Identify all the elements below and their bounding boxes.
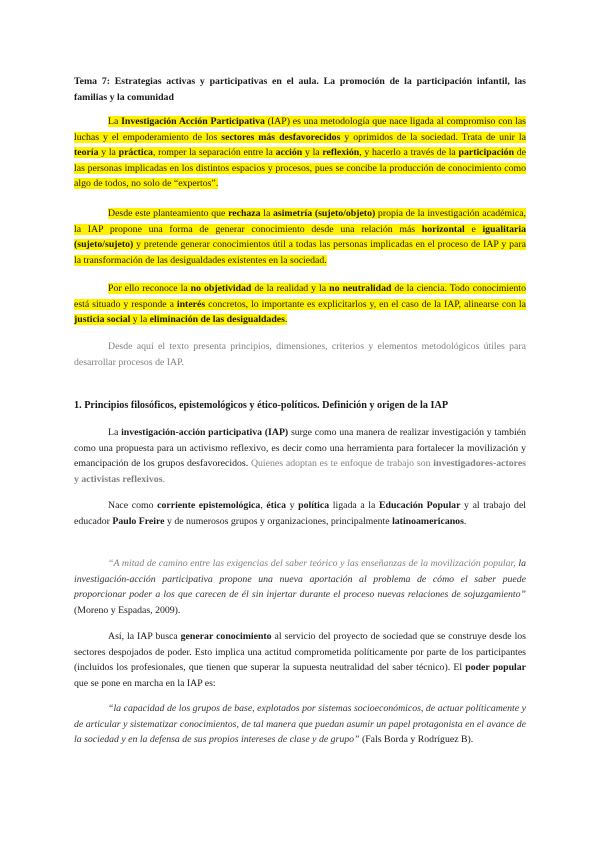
text-run: que se pone en marcha en la IAP es:	[74, 677, 216, 689]
bold-term: no neutralidad	[329, 283, 392, 294]
highlighted-text	[74, 208, 526, 266]
bold-term: investigación-acción participativa (IAP)	[121, 427, 289, 438]
text-run: La	[108, 116, 122, 127]
bold-term: Educación Popular	[378, 500, 461, 511]
text-run: y pretende generar conocimientos útil a todas las personas implicadas en el proceso de IAP y para la transformación de las desigualdades existentes en la sociedad.	[74, 239, 526, 266]
quote-fals-borda	[74, 701, 526, 748]
bold-term: asimetría (sujeto/objeto)	[272, 208, 376, 219]
paragraph-popular-power	[74, 629, 526, 691]
bold-term: teoría	[74, 147, 99, 159]
text-run: concretos, lo importante es explicitarlos y, en el caso de la IAP, alinearse con la	[205, 298, 526, 310]
text-run: ,	[260, 500, 267, 511]
bold-term: política	[298, 500, 330, 511]
paragraph-non-objectivity	[74, 281, 526, 328]
grey-text: .	[162, 473, 165, 485]
text-run: Por ello reconoce la	[108, 283, 191, 294]
bold-term: ética	[266, 500, 286, 511]
grey-text: Quienes adoptan es te enfoque de trabajo son	[250, 458, 434, 470]
bold-term: corriente epistemológica	[157, 500, 261, 511]
citation: (Moreno y Espadas, 2009).	[74, 604, 181, 616]
text-run: (IAP) es una metodología que nace ligada al compromiso con las luchas y el empoderamiento de los	[74, 116, 526, 143]
highlighted-text	[74, 116, 526, 189]
bold-term: rechaza	[228, 208, 261, 219]
quote-moreno-espadas	[74, 556, 526, 618]
text-run: ligada a la	[329, 500, 379, 511]
bold-term: interés	[176, 298, 206, 310]
bold-term: acción	[275, 147, 303, 159]
bold-term: investigadores-actores y activistas reflexivos	[74, 458, 526, 485]
text-run: la	[260, 208, 273, 219]
bold-term: generar conocimiento	[180, 631, 272, 642]
text-run: Nace como	[108, 500, 158, 511]
text-run: Así, la IAP busca	[108, 631, 181, 642]
bold-term: Paulo Freire	[112, 515, 165, 527]
text-run: La	[108, 427, 122, 438]
highlighted-text	[74, 283, 526, 325]
bold-term: participación	[458, 147, 515, 159]
text-run: y de numerosos grupos y organizaciones, principalmente	[164, 515, 393, 527]
text-run: y la	[130, 314, 150, 326]
text-run: .	[284, 314, 288, 326]
text-run: de la realidad y la	[251, 283, 330, 294]
text-run: de las personas implicadas en los distintos espacios y procesos, pues se concibe la producción de conocimiento como algo de todos, no solo de “expertos”.	[74, 147, 526, 190]
bold-term: latinoamericanos	[392, 515, 464, 527]
quote-text: la investigación-acción participativa propone una nueva aportación al problema de cómo el saber puede proporcionar poder a los que carecen de él sin injertar durante el proceso nuevas relaciones de sojuzgamiento”	[74, 558, 526, 601]
text-run: propia de la investigación académica, la IAP propone una forma de generar conocimiento desde una relación más	[74, 208, 527, 235]
bold-term: justicia social	[74, 314, 131, 326]
document-title: Tema 7: Estrategias activas y participativas en el aula. La promoción de la participación infantil, las familias y la comunidad	[74, 76, 526, 103]
text-run: e	[464, 223, 483, 235]
bold-term: eliminación de las desigualdades	[149, 314, 285, 326]
paragraph-asymmetry	[74, 206, 526, 268]
bold-term: sectores más desfavorecidos	[221, 131, 341, 143]
bold-term: práctica	[118, 147, 153, 159]
bold-term: no objetividad	[190, 283, 252, 294]
text-run: y	[285, 500, 299, 511]
section-heading: 1. Principios filosóficos, epistemológicos y ético-políticos. Definición y origen de la IAP	[74, 400, 449, 411]
bold-term: horizontal	[421, 223, 465, 235]
text-run: .	[463, 515, 467, 527]
bold-term: poder popular	[465, 662, 526, 674]
citation: (Fals Borda y Rodríguez B).	[359, 734, 474, 746]
text-run: de la ciencia. Todo conocimiento está situado y responde a	[74, 283, 527, 310]
text-run: y oprimidos de la sociedad. Trata de unir la	[340, 131, 526, 143]
text-run: y al trabajo del educador	[74, 500, 527, 527]
text-run: y la	[98, 147, 119, 159]
text-run: , y hacerlo a través de la	[359, 147, 459, 159]
paragraph-origin	[74, 498, 526, 529]
quote-text: “la capacidad de los grupos de base, explotados por sistemas socioeconómicos, de actuar políticamente y de articular y sistematizar conocimientos, de tal manera que puedan asumir un papel protagonista en el avance de la sociedad y en la defensa de sus propios intereses de clase y de grupo”	[74, 703, 526, 746]
bold-term: reflexión	[322, 147, 360, 159]
text-run: , romper la separación entre la	[152, 147, 276, 159]
text-run: y la	[302, 147, 323, 159]
bold-term: Investigación Acción Participativa	[121, 116, 265, 127]
paragraph-iap-definition	[74, 425, 526, 487]
text-run: surge como una manera de realizar investigación y también como una propuesta para un activismo reflexivo, es decir como una herramienta para fortalecer la movilización y emancipación de los grupos desfavorecidos.	[74, 427, 526, 470]
quote-grey-text: “A mitad de camino entre las exigencias del saber teórico y las enseñanzas de la movilización popular,	[108, 558, 516, 569]
paragraph-iap-intro	[74, 114, 526, 192]
bold-term: igualitaria (sujeto/sujeto)	[74, 223, 526, 251]
text-run: al servicio del proyecto de sociedad que se construye desde los sectores despojados de poder. Esto implica una actitud comprometida políticamente por parte de los participantes (incluidos los profesionales, que tienen que superar la supuesta neutralidad del saber técnico). El	[74, 631, 526, 674]
paragraph-summary: Desde aquí el texto presenta principios, dimensiones, criterios y elementos metodológicos útiles para desarrollar procesos de IAP.	[74, 341, 526, 368]
text-run: Desde este planteamiento que	[108, 208, 229, 219]
